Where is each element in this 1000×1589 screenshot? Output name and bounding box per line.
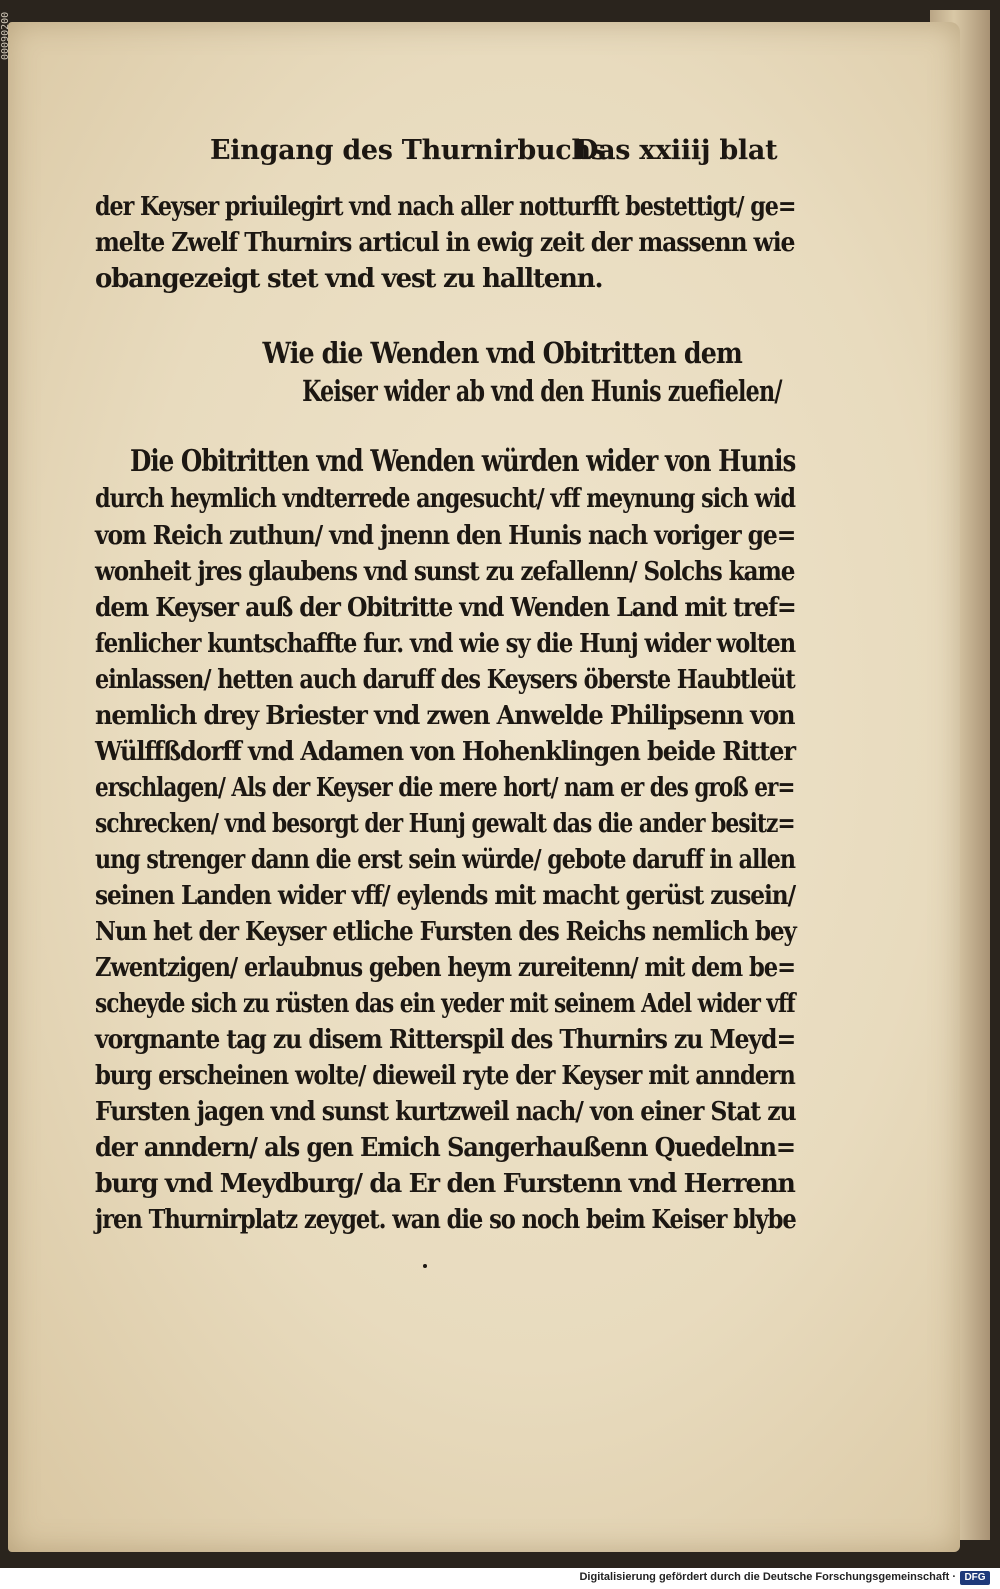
section-heading-line: Keiser wider ab vnd den Hunis zuefielen/ — [302, 374, 782, 408]
paragraph2-line: Nun het der Keyser etliche Fursten des Reichs nemlich bey — [95, 917, 796, 947]
paragraph2-line: ung strenger dann die erst sein würde/ gebote daruff in allen — [95, 845, 795, 875]
paragraph1-line: der Keyser priuilegirt vnd nach aller notturfft bestettigt/ ge= — [95, 192, 796, 222]
running-head-title: Eingang des Thurnirbuchs — [210, 135, 606, 166]
paragraph1-line: obangezeigt stet vnd vest zu halltenn. — [95, 264, 603, 294]
paragraph2-line: vom Reich zuthun/ vnd jnenn den Hunis nach voriger ge= — [95, 521, 796, 551]
page-id: 00090200 — [0, 11, 11, 60]
paragraph2-line: erschlagen/ Als der Keyser die mere hort/ nam er des groß er= — [95, 773, 795, 803]
paragraph2-line: Fursten jagen vnd sunst kurtzweil nach/ von einer Stat zu — [95, 1097, 796, 1127]
paragraph2-line: dem Keyser auß der Obitritte vnd Wenden Land mit tref= — [95, 593, 796, 623]
paragraph2-first-line: Die Obitritten vnd Wenden würden wider von Hunis — [130, 444, 796, 479]
paragraph2-line: wonheit jres glaubens vnd sunst zu zefallenn/ Solchs kame — [95, 557, 795, 587]
paragraph2-line: scheyde sich zu rüsten das ein yeder mit seinem Adel wider vff — [95, 989, 795, 1019]
paragraph2-line: Wülffßdorff vnd Adamen von Hohenklingen beide Ritter — [95, 737, 795, 767]
paragraph1-line: melte Zwelf Thurnirs articul in ewig zeit der massenn wie — [95, 228, 795, 258]
signature-dot — [423, 1264, 427, 1268]
paragraph2-line: der anndern/ als gen Emich Sangerhaußenn Quedelnn= — [95, 1133, 796, 1163]
paragraph2-line: nemlich drey Briester vnd zwen Anwelde Philipsenn von — [95, 701, 795, 731]
paragraph2-line: jren Thurnirplatz zeyget. wan die so noch beim Keiser blybe — [95, 1205, 796, 1235]
paragraph2-line: Zwentzigen/ erlaubnus geben heym zureitenn/ mit dem be= — [95, 953, 796, 983]
funding-credit: Digitalisierung gefördert durch die Deutsche Forschungsgemeinschaft · — [579, 1571, 956, 1583]
paragraph2-line: burg vnd Meydburg/ da Er den Furstenn vnd Herrenn — [95, 1169, 795, 1199]
paragraph2-line: schrecken/ vnd besorgt der Hunj gewalt das die ander besitz= — [95, 809, 795, 839]
paragraph2-line: vorgnante tag zu disem Ritterspil des Thurnirs zu Meyd= — [95, 1025, 796, 1055]
paragraph2-line: seinen Landen wider vff/ eylends mit macht gerüst zusein/ — [95, 881, 796, 911]
paragraph2-line: fenlicher kuntschaffte fur. vnd wie sy die Hunj wider wolten — [95, 629, 796, 659]
paragraph2-line: burg erscheinen wolte/ dieweil ryte der Keyser mit anndern — [95, 1061, 795, 1091]
footer-bar — [0, 1568, 1000, 1589]
section-heading-line: Wie die Wenden vnd Obitritten dem — [262, 336, 742, 370]
dfg-logo[interactable]: DFG — [960, 1571, 990, 1585]
paragraph2-line: einlassen/ hetten auch daruff des Keysers öberste Haubtleüt — [95, 665, 795, 695]
folio-number: Das xxiiij blat — [575, 135, 778, 166]
paragraph2-line: durch heymlich vndterrede angesucht/ vff meynung sich wid — [95, 484, 795, 514]
